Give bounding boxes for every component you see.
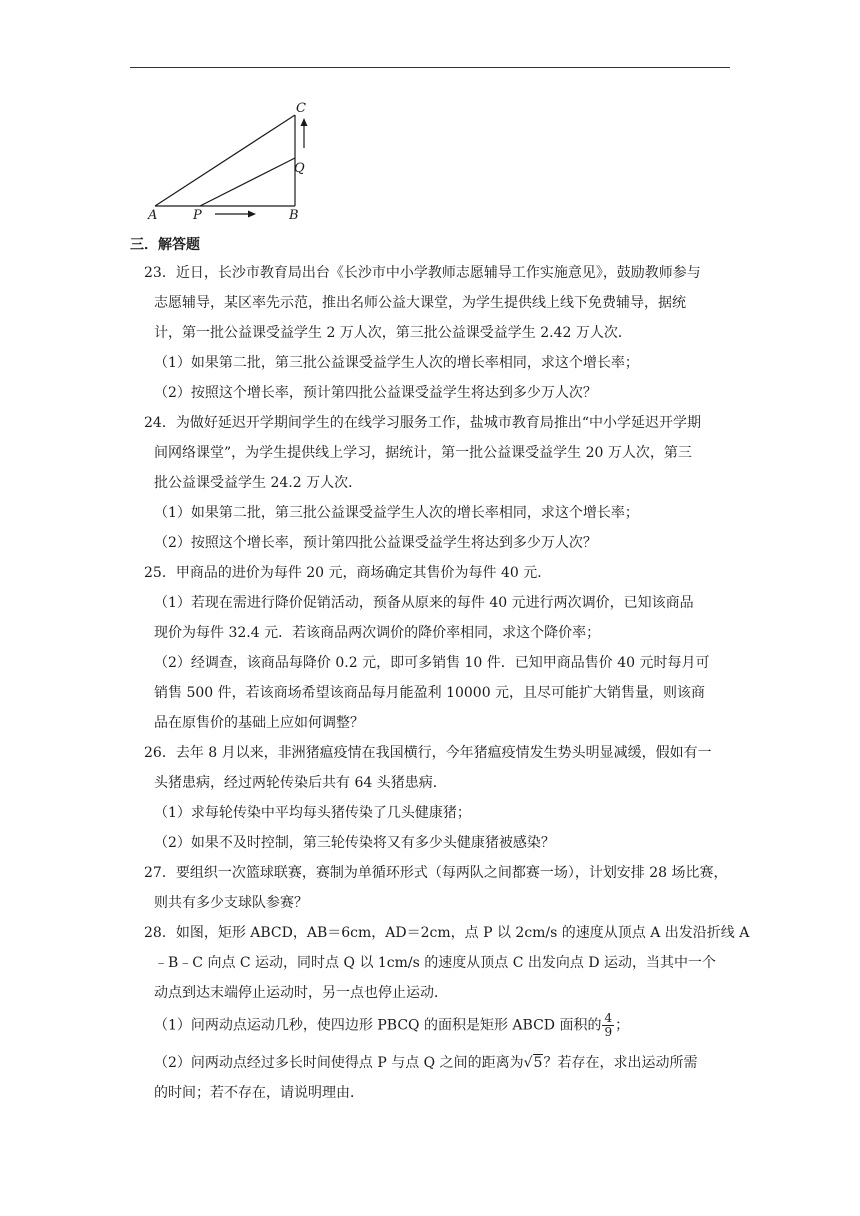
q28-line-4 bbox=[154, 1012, 629, 1039]
label-p: P bbox=[193, 208, 202, 223]
q23-line-2: 志愿辅导，某区率先示范，推出名师公益大课堂，为学生提供线上线下免费辅导，据统 bbox=[154, 295, 686, 311]
label-a: A bbox=[148, 208, 158, 223]
label-b: B bbox=[289, 208, 299, 223]
q26-line-3: （1）求每轮传染中平均每头猪传染了几头健康猪； bbox=[154, 805, 471, 821]
arrow-up-head-icon bbox=[301, 118, 308, 126]
fraction-denominator: 9 bbox=[604, 1025, 613, 1039]
q27-line-2: 则共有多少支球队参赛？ bbox=[154, 895, 308, 911]
q25-line-2: （1）若现在需进行降价促销活动，预备从原来的每件 40 元进行两次调价，已知该商品 bbox=[154, 595, 694, 611]
header-rule bbox=[130, 67, 730, 68]
q25-line-4: （2）经调查，该商品每降价 0.2 元，即可多销售 10 件．已知甲商品售价 40 元时每月可 bbox=[154, 655, 710, 671]
q26-line-1: 26．去年 8 月以来，非洲猪瘟疫情在我国横行，今年猪瘟疫情发生势头明显减缓，假如有一 bbox=[144, 745, 712, 761]
q23-line-4: （1）如果第二批，第三批公益课受益学生人次的增长率相同，求这个增长率； bbox=[154, 355, 639, 371]
triangle-figure bbox=[140, 100, 320, 230]
sqrt-five: √5 bbox=[523, 1055, 543, 1071]
q28-line-4-text: （1）问两动点运动几秒，使四边形 PBCQ 的面积是矩形 ABCD 面积的 bbox=[154, 1017, 602, 1034]
q24-line-3: 批公益课受益学生 24.2 万人次． bbox=[154, 475, 363, 491]
q28-line-5 bbox=[154, 1054, 697, 1072]
sqrt-radicand: 5 bbox=[533, 1055, 543, 1071]
q25-line-5: 销售 500 件，若该商场希望该商品每月能盈利 10000 元，且尽可能扩大销售量，则该商 bbox=[154, 685, 706, 701]
q28-line-4-end: ； bbox=[615, 1017, 630, 1034]
q25-line-3: 现价为每件 32.4 元．若该商品两次调价的降价率相同，求这个降价率； bbox=[154, 625, 601, 641]
segment-ac bbox=[155, 115, 295, 206]
q24-line-4: （1）如果第二批，第三批公益课受益学生人次的增长率相同，求这个增长率； bbox=[154, 505, 639, 521]
fraction-numerator: 4 bbox=[604, 1011, 613, 1025]
triangle-diagram bbox=[140, 100, 320, 230]
section-title: 三．解答题 bbox=[130, 237, 200, 253]
q27-line-1: 27．要组织一次篮球联赛，赛制为单循环形式（每两队之间都赛一场），计划安排 28 场比赛， bbox=[144, 865, 728, 881]
label-q: Q bbox=[294, 161, 305, 176]
q26-line-2: 头猪患病，经过两轮传染后共有 64 头猪患病． bbox=[154, 775, 447, 791]
q28-line-2: ﹣B﹣C 向点 C 运动，同时点 Q 以 1cm/s 的速度从顶点 C 出发向点 D 运动，当其中一个 bbox=[154, 955, 717, 971]
label-c: C bbox=[296, 101, 306, 116]
arrow-right-head-icon bbox=[248, 211, 256, 218]
q28-line-6: 的时间；若不存在，请说明理由． bbox=[154, 1085, 364, 1101]
q24-line-5: （2）按照这个增长率，预计第四批公益课受益学生将达到多少万人次？ bbox=[154, 535, 597, 551]
segment-pq bbox=[200, 158, 295, 206]
q24-line-2: 间网络课堂”，为学生提供线上学习，据统计，第一批公益课受益学生 20 万人次，第三 bbox=[154, 445, 692, 461]
q28-line-5-end: ？若存在，求出运动所需 bbox=[543, 1055, 698, 1071]
q23-line-1: 23．近日，长沙市教育局出台《长沙市中小学教师志愿辅导工作实施意见》，鼓励教师参与 bbox=[144, 265, 701, 281]
q26-line-4: （2）如果不及时控制，第三轮传染将又有多少头健康猪被感染？ bbox=[154, 835, 555, 851]
q24-line-1: 24．为做好延迟开学期间学生的在线学习服务工作，盐城市教育局推出“中小学延迟开学期 bbox=[144, 415, 701, 431]
q25-line-6: 品在原售价的基础上应如何调整？ bbox=[154, 715, 364, 731]
q28-line-1: 28．如图，矩形 ABCD，AB＝6cm，AD＝2cm，点 P 以 2cm/s 的速度从顶点 A 出发沿折线 A bbox=[144, 925, 750, 941]
q23-line-3: 计，第一批公益课受益学生 2 万人次，第三批公益课受益学生 2.42 万人次． bbox=[154, 325, 632, 341]
fraction-four-ninths bbox=[602, 1012, 614, 1039]
q28-line-3: 动点到达末端停止运动时，另一点也停止运动． bbox=[154, 985, 448, 1001]
q23-line-5: （2）按照这个增长率，预计第四批公益课受益学生将达到多少万人次？ bbox=[154, 385, 597, 401]
q28-line-5-text: （2）问两动点经过多长时间使得点 P 与点 Q 之间的距离为 bbox=[154, 1055, 524, 1071]
q25-line-1: 25．甲商品的进价为每件 20 元，商场确定其售价为每件 40 元． bbox=[144, 565, 552, 581]
